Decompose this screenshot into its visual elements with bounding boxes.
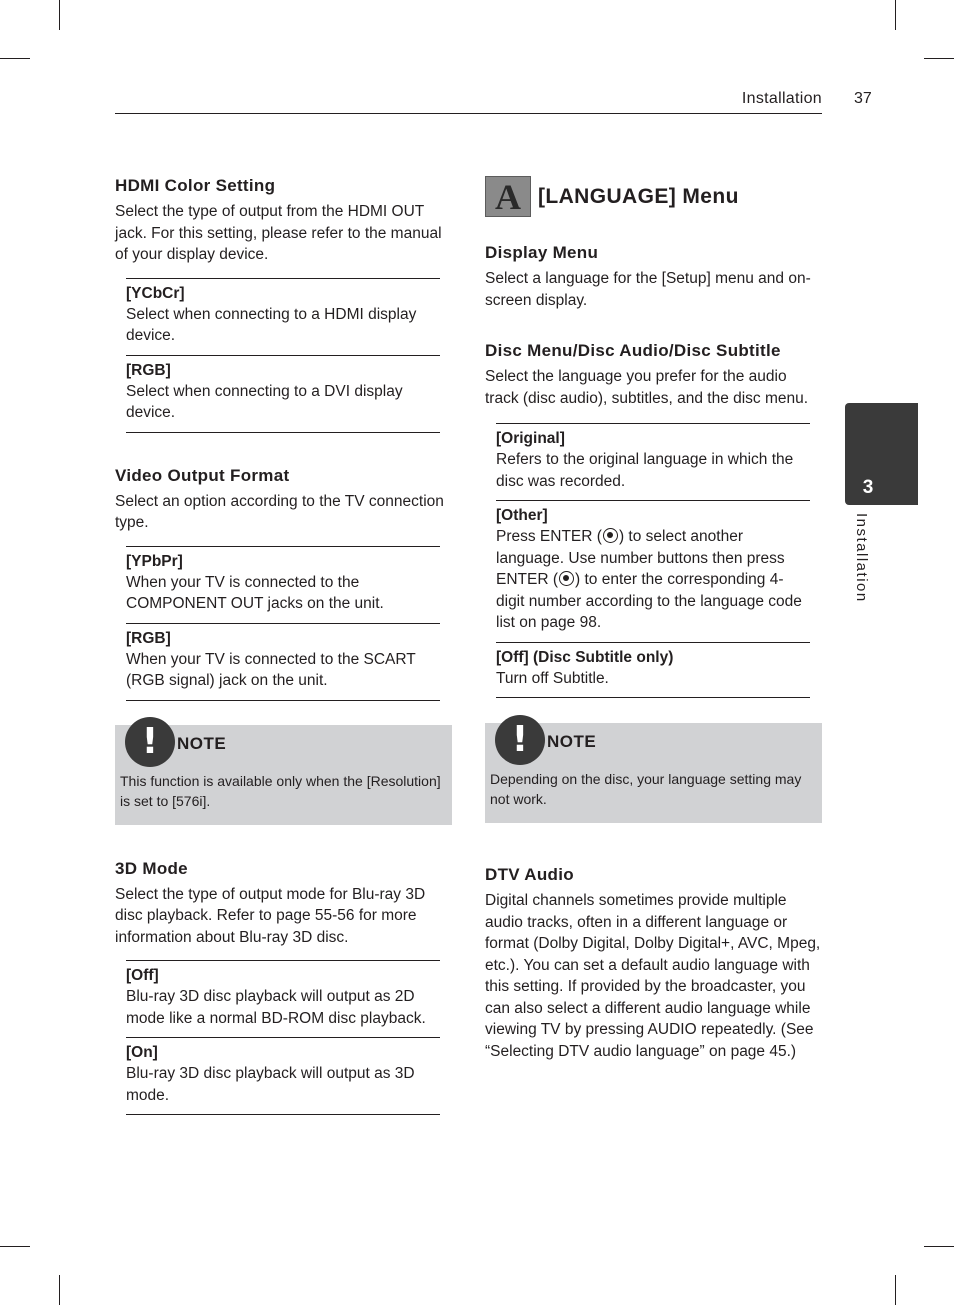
option-description: Blu-ray 3D disc playback will output as 3D mode. xyxy=(126,1065,415,1104)
crop-mark xyxy=(0,1246,30,1247)
crop-mark xyxy=(59,1275,60,1305)
left-column xyxy=(115,176,452,1115)
menu-title: [LANGUAGE] Menu xyxy=(538,184,739,208)
option-title: [YCbCr] xyxy=(126,284,185,302)
section-description: Select the language you prefer for the audio track (disc audio), subtitles, and the disc menu. xyxy=(485,368,809,407)
option-description: When your TV is connected to the COMPONENT OUT jacks on the unit. xyxy=(126,573,384,612)
enter-button-icon xyxy=(603,528,618,543)
chapter-tab xyxy=(845,403,918,505)
option-item xyxy=(126,355,440,433)
section-description: Select the type of output from the HDMI OUT jack. For this setting, please refer to the manual of your display device. xyxy=(115,203,442,263)
enter-button-icon xyxy=(559,571,574,586)
option-description: Refers to the original language in which the disc was recorded. xyxy=(496,451,794,490)
section-heading: HDMI Color Setting xyxy=(115,176,276,195)
crop-mark xyxy=(924,1246,954,1247)
note-box xyxy=(485,719,822,823)
option-list xyxy=(126,546,440,701)
option-title: [RGB] xyxy=(126,629,171,647)
video-output-format-section xyxy=(115,466,452,701)
note-label: NOTE xyxy=(547,732,597,751)
3d-mode-section xyxy=(115,859,452,1116)
section-description: Digital channels sometimes provide multiple audio tracks, often in a different language or format (Dolby Digital, Dolby Digital+, AVC, Mpeg, etc.). You can set a default audio language with this setting. If provided by the broadcaster, you can also select a different audio language while viewing TV by pressing AUDIO repeatedly. (See “Selecting DTV audio language” on page 45.) xyxy=(485,892,821,1060)
crop-mark xyxy=(895,1275,896,1305)
note-text: Depending on the disc, your language setting may not work. xyxy=(490,771,802,807)
option-item xyxy=(126,1037,440,1115)
option-title: [RGB] xyxy=(126,361,171,379)
option-description xyxy=(496,526,810,634)
option-description: Turn off Subtitle. xyxy=(496,669,609,687)
option-title: [Other] xyxy=(496,507,548,524)
option-list xyxy=(126,278,440,433)
option-text: Press ENTER ( xyxy=(496,528,602,545)
page-number: 37 xyxy=(854,90,872,107)
option-item xyxy=(496,642,810,699)
option-item xyxy=(496,500,810,642)
language-menu-heading xyxy=(485,176,822,217)
option-list xyxy=(496,423,810,698)
section-heading: 3D Mode xyxy=(115,858,188,878)
section-heading: DTV Audio xyxy=(485,865,574,884)
option-item xyxy=(126,546,440,623)
option-description: Select when connecting to a HDMI display device. xyxy=(126,305,417,344)
running-header xyxy=(115,88,822,114)
crop-mark xyxy=(924,58,954,59)
language-icon: A xyxy=(485,176,531,217)
exclamation-icon: ! xyxy=(495,715,545,765)
option-item xyxy=(496,423,810,500)
section-heading: Video Output Format xyxy=(115,465,290,485)
disc-language-section xyxy=(485,341,822,698)
option-title: [Off] (Disc Subtitle only) xyxy=(496,648,674,666)
crop-mark xyxy=(0,58,30,59)
exclamation-icon: ! xyxy=(125,717,175,767)
option-item xyxy=(126,278,440,355)
option-item xyxy=(126,960,440,1037)
crop-mark xyxy=(59,0,60,30)
option-title: [YPbPr] xyxy=(126,552,183,570)
note-box xyxy=(115,720,452,825)
section-description: Select a language for the [Setup] menu and on-screen display. xyxy=(485,270,811,309)
note-label: NOTE xyxy=(177,733,227,753)
option-description: When your TV is connected to the SCART (RGB signal) jack on the unit. xyxy=(126,650,416,689)
hdmi-color-setting-section xyxy=(115,176,452,433)
option-title: [Original] xyxy=(496,430,565,447)
dtv-audio-section xyxy=(485,865,822,1062)
section-description: Select the type of output mode for Blu-ray 3D disc playback. Refer to page 55-56 for more information about Blu-ray 3D disc. xyxy=(115,885,426,946)
option-title: [Off] xyxy=(126,967,159,984)
option-description: Select when connecting to a DVI display device. xyxy=(126,382,403,421)
display-menu-section xyxy=(485,243,822,311)
right-column xyxy=(485,176,822,1062)
chapter-number: 3 xyxy=(862,477,874,498)
option-item xyxy=(126,623,440,701)
option-list xyxy=(126,960,440,1115)
crop-mark xyxy=(895,0,896,30)
chapter-tab-label: Installation xyxy=(853,513,870,603)
option-text: ) to enter the corresponding 4-digit number according to the language code list on page 98. xyxy=(496,571,802,631)
option-text: ) to select another language. Use number buttons then press ENTER ( xyxy=(496,528,785,588)
section-heading: Display Menu xyxy=(485,243,599,262)
option-description: Blu-ray 3D disc playback will output as 2D mode like a normal BD-ROM disc playback. xyxy=(126,988,426,1027)
section-heading: Disc Menu/Disc Audio/Disc Subtitle xyxy=(485,341,781,360)
option-title: [On] xyxy=(126,1044,158,1061)
note-text: This function is available only when the [Resolution] is set to [576i]. xyxy=(120,772,441,809)
section-description: Select an option according to the TV connection type. xyxy=(115,492,444,531)
header-section-name: Installation xyxy=(741,90,822,107)
